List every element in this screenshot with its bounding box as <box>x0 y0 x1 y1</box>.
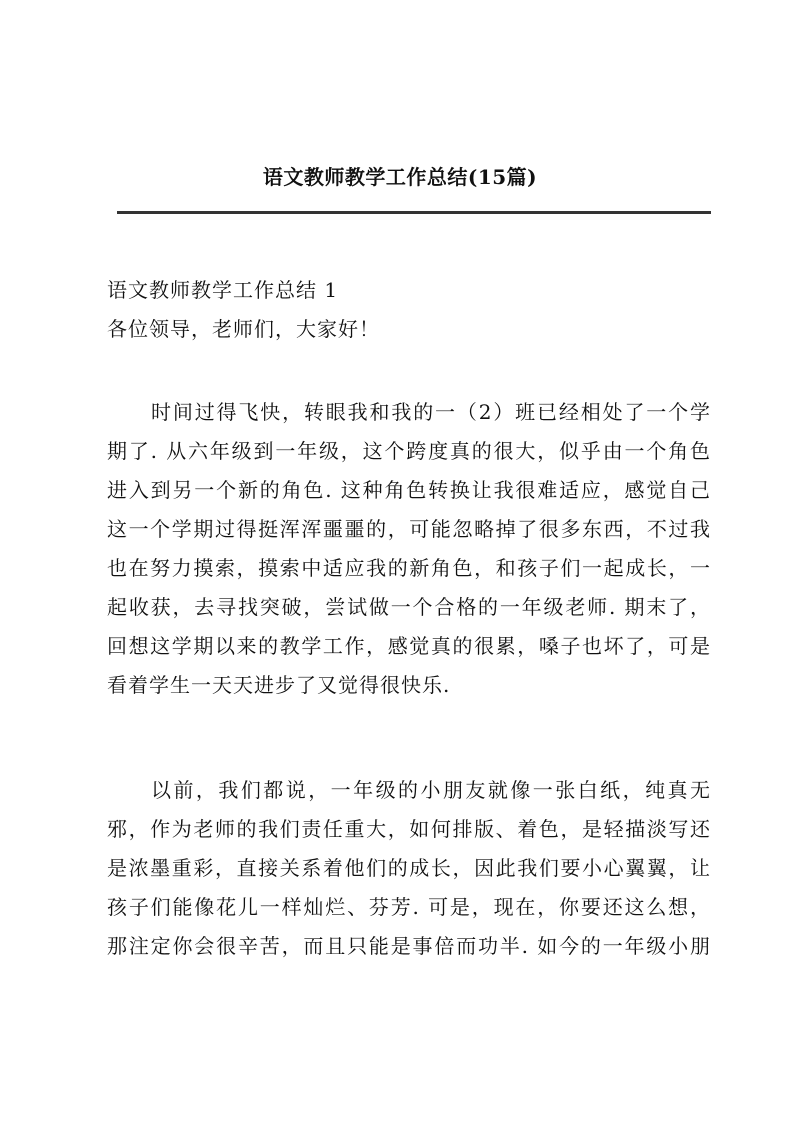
intro-block <box>107 271 711 349</box>
paragraph-line: 期了. 从六年级到一年级，这个跨度真的很大，似乎由一个角色 <box>107 439 711 463</box>
paragraph-line: 时间过得飞快，转眼我和我的一（2）班已经相处了一个学 <box>151 400 711 424</box>
paragraph-line: 那注定你会很辛苦，而且只能是事倍而功半. 如今的一年级小朋 <box>107 934 711 958</box>
paragraph-line: 这一个学期过得挺浑浑噩噩的，可能忽略掉了很多东西，不过我 <box>107 517 711 541</box>
paragraph-2 <box>107 771 711 966</box>
paragraph-line: 回想这学期以来的教学工作，感觉真的很累，嗓子也坏了，可是 <box>107 634 711 658</box>
section-heading: 语文教师教学工作总结 1 <box>107 278 339 302</box>
paragraph-line: 以前，我们都说，一年级的小朋友就像一张白纸，纯真无 <box>151 778 711 802</box>
paragraph-line: 看着学生一天天进步了又觉得很快乐. <box>107 673 451 697</box>
greeting-line: 各位领导，老师们，大家好！ <box>107 317 380 341</box>
paragraph-line: 进入到另一个新的角色. 这种角色转换让我很难适应，感觉自己 <box>107 478 711 502</box>
paragraph-line: 邪，作为老师的我们责任重大，如何排版、着色，是轻描淡写还 <box>107 817 711 841</box>
paragraph-line: 是浓墨重彩，直接关系着他们的成长，因此我们要小心翼翼，让 <box>107 856 711 880</box>
paragraph-line: 也在努力摸索，摸索中适应我的新角色，和孩子们一起成长，一 <box>107 556 711 580</box>
title-underline <box>117 211 711 214</box>
paragraph-1 <box>107 393 711 705</box>
paragraph-line: 起收获，去寻找突破，尝试做一个合格的一年级老师. 期末了， <box>107 595 711 619</box>
paragraph-line: 孩子们能像花儿一样灿烂、芬芳. 可是，现在，你要还这么想， <box>107 895 711 919</box>
document-title: 语文教师教学工作总结(15篇) <box>262 165 538 189</box>
